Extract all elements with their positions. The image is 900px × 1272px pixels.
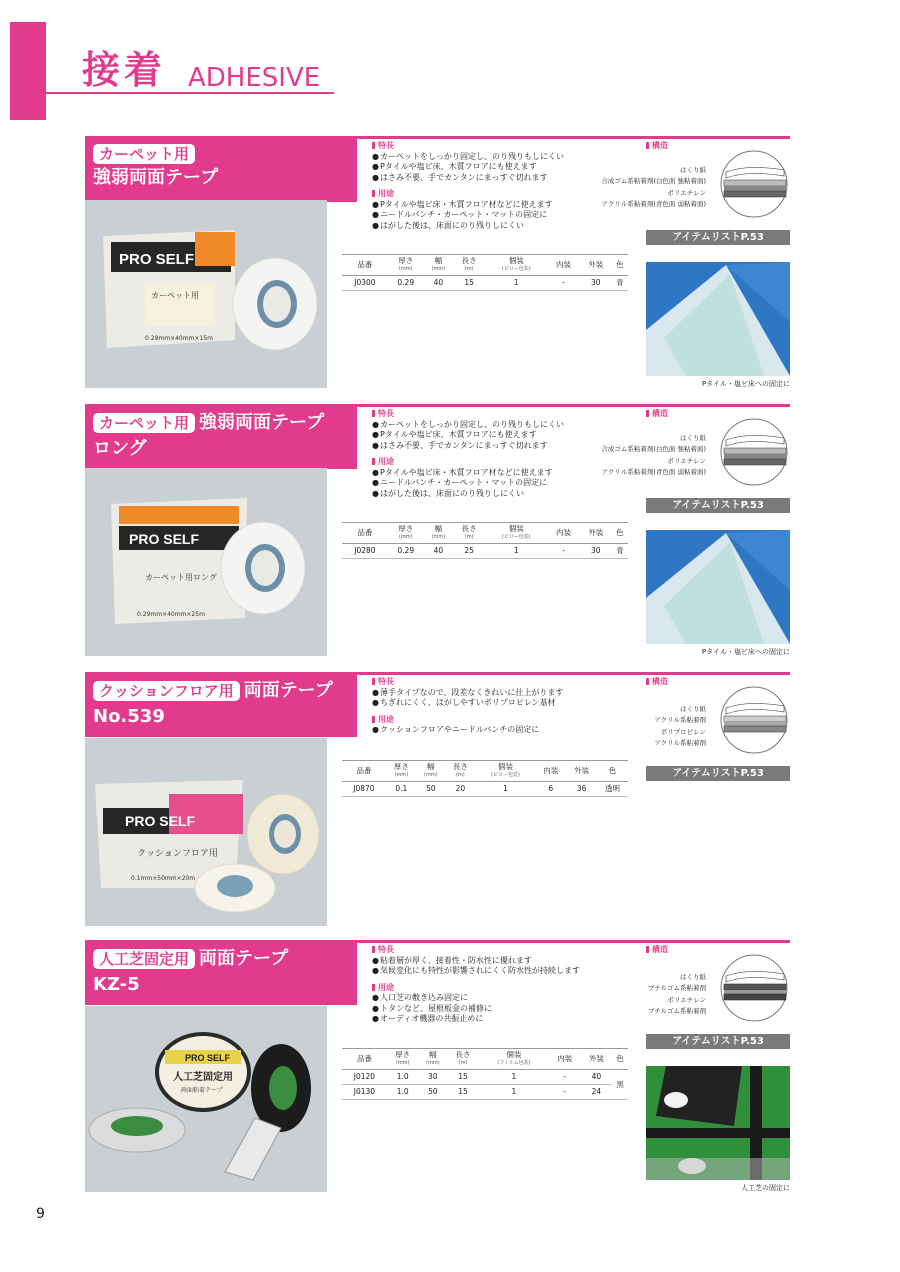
product-photo: [85, 200, 327, 388]
structure-heading: 構造: [646, 140, 668, 151]
layer-label: ポリプロピレン: [660, 728, 706, 736]
photo-sub: カーペット用: [151, 291, 199, 300]
photo-brand: PRO SELF: [125, 813, 196, 829]
feature-item: ● ちぎれにくく、はがしやすいポリプロピレン基材: [372, 698, 632, 709]
product-title-block: [85, 675, 357, 737]
layer-cross-section-icon: [718, 150, 790, 218]
feature-item: ● Pタイルや塩ビ床、木質フロアにも使えます: [372, 430, 632, 441]
use-heading: 用途: [372, 457, 632, 468]
spec-table: [342, 1048, 628, 1100]
use-item: ● トタンなど、屋根板金の補修に: [372, 1004, 632, 1015]
usage-photo: [646, 530, 790, 644]
product-tag: カーペット用: [93, 413, 195, 433]
layer-label: はくり紙: [680, 434, 706, 442]
use-item: ● クッションフロアやニードルパンチの固定に: [372, 725, 632, 736]
use-item: ● ニードルパンチ・カーペット・マットの固定に: [372, 478, 632, 489]
layer-cross-section-icon: [718, 686, 790, 754]
use-heading: 用途: [372, 189, 632, 200]
use-item: ● はがした後は、床面にのり残りしにくい: [372, 221, 632, 232]
feature-item: ● 薄手タイプなので、段差なくきれいに仕上がります: [372, 688, 632, 699]
item-list-bar: アイテムリストP.53: [646, 498, 790, 513]
product-tag: カーペット用: [93, 144, 195, 164]
spec-header-row: 品番 厚さ (mm) 幅 (mm) 長さ (m) 個装 (ピロー包装) 内装 外装 色: [342, 523, 628, 544]
structure-diagram: [601, 140, 790, 220]
product-name: 両面テープ: [243, 680, 333, 701]
layer-cross-section-icon: [718, 954, 790, 1022]
feature-heading: 特長: [372, 677, 632, 688]
product-photo: [85, 1006, 327, 1192]
usage-caption: Pタイル・塩ビ床への固定に: [701, 380, 790, 388]
photo-spec: 両面粘着テープ: [181, 1087, 223, 1094]
item-list-bar: アイテムリストP.53: [646, 230, 790, 245]
structure-heading: 構造: [646, 408, 668, 419]
use-item: ● ニードルパンチ・カーペット・マットの固定に: [372, 210, 632, 221]
spec-table: [342, 760, 628, 797]
spec-table: [342, 254, 628, 291]
photo-brand: PRO SELF: [185, 1053, 231, 1063]
product-title-block: [85, 407, 357, 469]
usage-photo: [646, 262, 790, 376]
header-accent-bar: [10, 22, 46, 120]
product-section-artificial-turf: [0, 940, 900, 1200]
photo-brand: PRO SELF: [129, 531, 200, 547]
photo-sub: クッションフロア用: [137, 849, 218, 859]
photo-spec: 0.29mm×40mm×25m: [137, 611, 205, 618]
product-name: 両面テープ: [199, 948, 289, 969]
spec-header-row: 品番 厚さ (mm) 幅 (mm) 長さ (m) 個装 (フィルム包装) 内装 外装 色: [342, 1049, 628, 1070]
use-item: ● 人口芝の敷き込み固定に: [372, 993, 632, 1004]
item-list-bar: アイテムリストP.53: [646, 1034, 790, 1049]
layer-label: 合成ゴム系粘着剤(白色面 強粘着面): [601, 445, 706, 453]
structure-diagram: [646, 944, 790, 1024]
product-model: No.539: [93, 706, 165, 727]
spec-row: J0870 0.1 50 20 1 6 36 透明: [342, 782, 628, 797]
item-list-bar: アイテムリストP.53: [646, 766, 790, 781]
product-tag: クッションフロア用: [93, 681, 240, 701]
features-block: [372, 408, 632, 499]
feature-heading: 特長: [372, 409, 632, 420]
page-number: 9: [36, 1206, 45, 1222]
product-photo: [85, 468, 327, 656]
layer-label: はくり紙: [680, 705, 706, 713]
product-section-carpet: [0, 136, 900, 396]
product-name-line2: ロング: [93, 438, 147, 459]
layer-label: ブチルゴム系粘着剤: [647, 1007, 706, 1015]
product-section-cushion-floor: [0, 672, 900, 932]
usage-caption: 人工芝の固定に: [741, 1184, 790, 1192]
layer-label: アクリル系粘着剤(青色面 弱粘着面): [601, 468, 706, 476]
feature-item: ● はさみ不要、手でカンタンにまっすぐ切れます: [372, 173, 632, 184]
structure-heading: 構造: [646, 676, 668, 687]
spec-header-row: 品番 厚さ (mm) 幅 (mm) 長さ (m) 個装 (ピロー包装) 内装 外装 色: [342, 255, 628, 276]
features-block: [372, 944, 632, 1025]
layer-label: 合成ゴム系粘着剤(白色面 強粘着面): [601, 177, 706, 185]
layer-label: はくり紙: [680, 973, 706, 981]
product-section-carpet-long: [0, 404, 900, 664]
use-item: ● Pタイルや塩ビ床・木質フロア材などに使えます: [372, 200, 632, 211]
product-name: 強弱両面テープ: [199, 412, 325, 433]
features-block: [372, 140, 632, 231]
layer-label: アクリル系粘着剤: [654, 739, 706, 747]
photo-sub: カーペット用ロング: [145, 573, 217, 582]
feature-heading: 特長: [372, 945, 632, 956]
spec-row: J0120 1.0 30 15 1 - 40 黒: [342, 1070, 628, 1085]
spec-header-row: 品番 厚さ (mm) 幅 (mm) 長さ (m) 個装 (ピロー包装) 内装 外装 色: [342, 761, 628, 782]
layer-label: ポリエチレン: [667, 457, 706, 465]
use-heading: 用途: [372, 715, 632, 726]
photo-sub: 人工芝固定用: [173, 1072, 233, 1083]
use-item: ● Pタイルや塩ビ床・木質フロア材などに使えます: [372, 468, 632, 479]
product-photo: [85, 738, 327, 926]
features-block: [372, 676, 632, 736]
photo-spec: 0.29mm×40mm×15m: [145, 335, 213, 342]
photo-brand: PRO SELF: [119, 251, 195, 268]
feature-item: ● カーペットをしっかり固定し、のり残りもしにくい: [372, 152, 632, 163]
spec-row: J0300 0.29 40 15 1 - 30 青: [342, 276, 628, 291]
layer-label: ブチルゴム系粘着剤: [647, 984, 706, 992]
structure-diagram: [601, 408, 790, 488]
use-heading: 用途: [372, 983, 632, 994]
layer-label: ポリエチレン: [667, 189, 706, 197]
page-title-en: ADHESIVE: [188, 63, 321, 93]
spec-row: J0130 1.0 50 15 1 - 24: [342, 1085, 628, 1100]
layer-label: アクリル系粘着剤: [654, 716, 706, 724]
product-name: 強弱両面テープ: [93, 166, 219, 188]
usage-photo: [646, 1066, 790, 1180]
photo-spec: 0.1mm×50mm×20m: [131, 875, 196, 882]
feature-item: ● はさみ不要、手でカンタンにまっすぐ切れます: [372, 441, 632, 452]
structure-diagram: [646, 676, 790, 756]
feature-item: ● 粘着層が厚く、接着性・防水性に優れます: [372, 956, 632, 967]
layer-label: はくり紙: [680, 166, 706, 174]
structure-heading: 構造: [646, 944, 668, 955]
page-title: 接着: [82, 48, 167, 92]
spec-table: [342, 522, 628, 559]
layer-label: アクリル系粘着剤(青色面 弱粘着面): [601, 200, 706, 208]
layer-label: ポリエチレン: [667, 996, 706, 1004]
product-title-block: [85, 943, 357, 1005]
layer-cross-section-icon: [718, 418, 790, 486]
use-item: ● はがした後は、床面にのり残りしにくい: [372, 489, 632, 500]
product-title-block: [85, 139, 357, 202]
feature-item: ● 気候変化にも特性が影響されにくく防水性が持続します: [372, 966, 632, 977]
product-tag: 人工芝固定用: [93, 949, 195, 969]
spec-row: J0280 0.29 40 25 1 - 30 青: [342, 544, 628, 559]
usage-caption: Pタイル・塩ビ床への固定に: [701, 648, 790, 656]
product-model: KZ-5: [93, 974, 140, 995]
feature-heading: 特長: [372, 141, 632, 152]
feature-item: ● Pタイルや塩ビ床、木質フロアにも使えます: [372, 162, 632, 173]
feature-item: ● カーペットをしっかり固定し、のり残りもしにくい: [372, 420, 632, 431]
use-item: ● オーディオ機器の共振止めに: [372, 1014, 632, 1025]
